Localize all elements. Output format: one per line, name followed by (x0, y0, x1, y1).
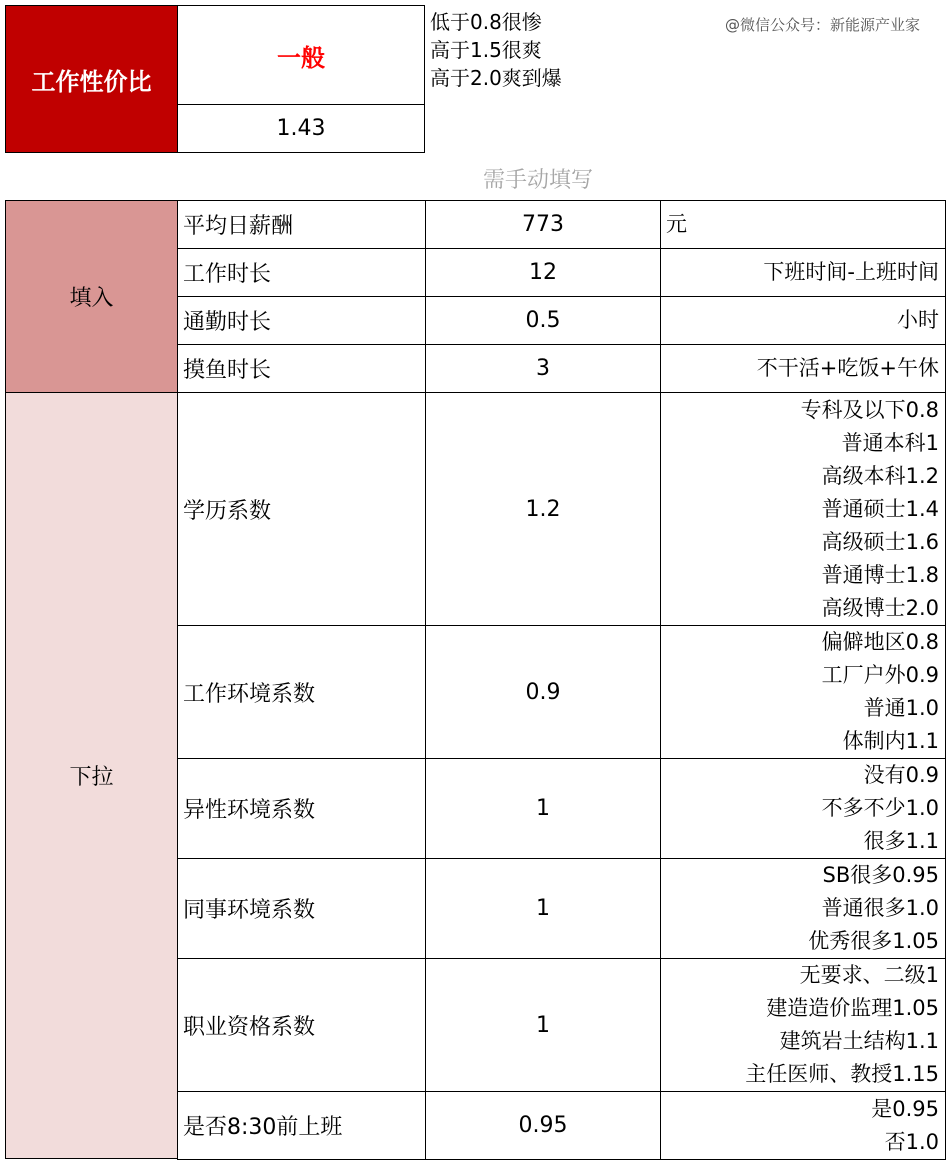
row-value[interactable]: 1.2 (425, 392, 661, 626)
note-line: 优秀很多1.05 (808, 929, 939, 953)
row-notes (660, 1091, 946, 1160)
note-line: 主任医师、教授1.15 (745, 1062, 939, 1086)
row-label: 是否8:30前上班 (177, 1091, 426, 1160)
note-line: 无要求、二级1 (799, 963, 939, 987)
manual-fill-hint: 需手动填写 (483, 168, 594, 193)
note-line: 没有0.9 (863, 763, 939, 787)
note-line: 普通本科1 (841, 430, 939, 455)
note-line: 高级硕士1.6 (821, 529, 939, 554)
row-value[interactable]: 0.95 (425, 1091, 661, 1160)
title-cell (5, 5, 178, 153)
note-line: 普通硕士1.4 (821, 496, 939, 521)
note-line: 工厂户外0.9 (821, 663, 939, 687)
legend (430, 8, 562, 92)
row-label: 职业资格系数 (177, 958, 426, 1092)
note-line: 普通1.0 (863, 696, 939, 720)
note-line: 很多1.1 (863, 829, 939, 853)
legend-item: 高于1.5很爽 (430, 38, 542, 62)
note-line: 元 (666, 212, 687, 236)
group-fill-label: 填入 (69, 286, 114, 311)
score-cell (177, 104, 425, 153)
row-label: 工作环境系数 (177, 625, 426, 759)
group-fill (5, 200, 178, 393)
note-line: 高级博士2.0 (821, 595, 939, 620)
row-label: 同事环境系数 (177, 858, 426, 959)
note-line: 普通博士1.8 (821, 562, 939, 587)
row-label: 平均日薪酬 (177, 200, 426, 249)
note-line: 偏僻地区0.8 (821, 630, 939, 654)
group-dropdown-label: 下拉 (69, 765, 114, 790)
row-notes (660, 858, 946, 959)
note-line: 专科及以下0.8 (800, 397, 939, 422)
row-label: 工作时长 (177, 248, 426, 297)
row-value[interactable]: 3 (425, 344, 661, 393)
row-value[interactable]: 1 (425, 958, 661, 1092)
rating-cell (177, 5, 425, 105)
title-text: 工作性价比 (31, 67, 152, 96)
note-line: 普通很多1.0 (821, 896, 939, 920)
legend-item: 低于0.8很惨 (430, 10, 542, 34)
row-label: 学历系数 (177, 392, 426, 626)
row-notes (660, 625, 946, 759)
row-notes (660, 296, 946, 345)
row-notes (660, 392, 946, 626)
note-line: 不多不少1.0 (821, 796, 939, 820)
row-value[interactable]: 773 (425, 200, 661, 249)
note-line: 建造造价监理1.05 (766, 996, 939, 1020)
row-value[interactable]: 1 (425, 758, 661, 859)
note-line: 小时 (897, 308, 939, 332)
note-line: 是0.95 (871, 1096, 939, 1121)
watermark: @微信公众号：新能源产业家 (725, 16, 921, 34)
note-line: SB很多0.95 (822, 863, 939, 887)
note-line: 建筑岩土结构1.1 (779, 1029, 939, 1053)
legend-item: 高于2.0爽到爆 (430, 66, 562, 90)
rating-text: 一般 (277, 43, 325, 72)
row-value[interactable]: 1 (425, 858, 661, 959)
score-value: 1.43 (276, 116, 326, 141)
row-notes (660, 248, 946, 297)
note-line: 否1.0 (884, 1129, 939, 1154)
group-dropdown (5, 392, 178, 1159)
row-label: 异性环境系数 (177, 758, 426, 859)
row-notes (660, 958, 946, 1092)
note-line: 高级本科1.2 (821, 463, 939, 488)
row-value[interactable]: 0.5 (425, 296, 661, 345)
row-notes (660, 758, 946, 859)
row-value[interactable]: 0.9 (425, 625, 661, 759)
note-line: 体制内1.1 (842, 729, 939, 753)
row-label: 摸鱼时长 (177, 344, 426, 393)
row-label: 通勤时长 (177, 296, 426, 345)
note-line: 下班时间-上班时间 (763, 260, 939, 284)
row-notes (660, 200, 946, 249)
note-line: 不干活+吃饭+午休 (756, 356, 939, 380)
row-value[interactable]: 12 (425, 248, 661, 297)
row-notes (660, 344, 946, 393)
